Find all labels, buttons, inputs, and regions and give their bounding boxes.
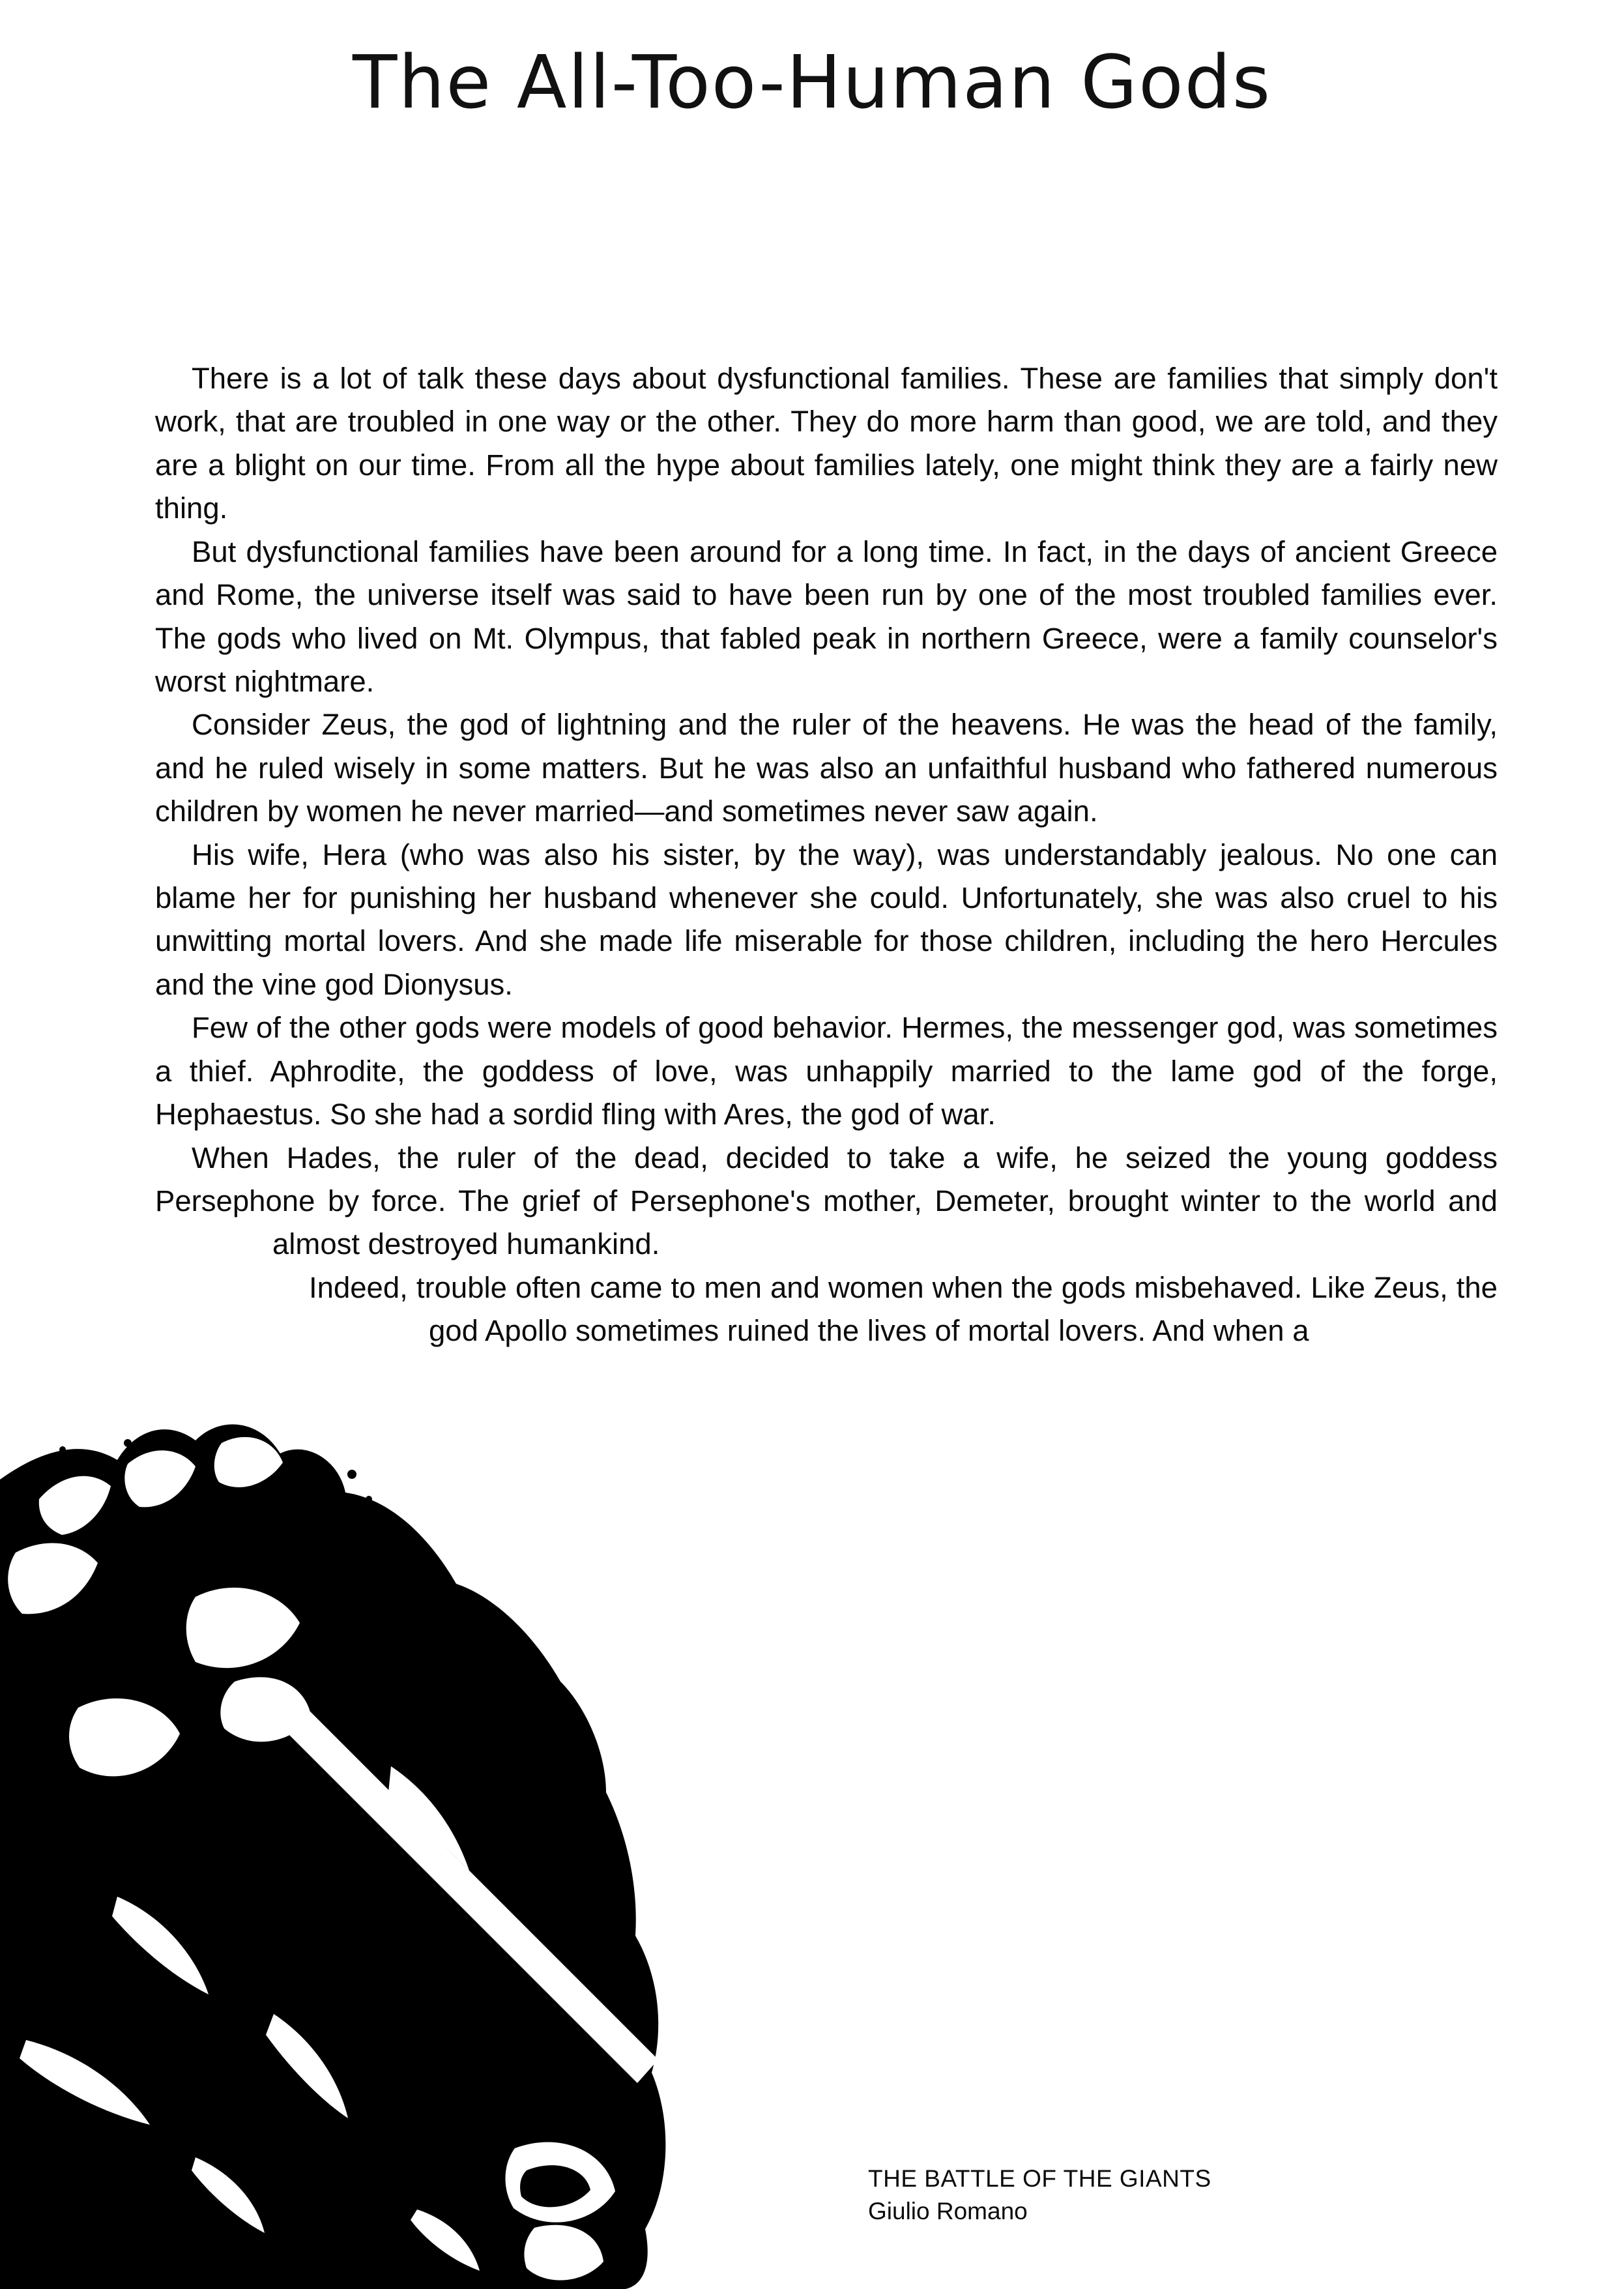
caption-title: THE BATTLE OF THE GIANTS bbox=[868, 2165, 1211, 2192]
paragraph-1: There is a lot of talk these days about dysfunctional families. These are families that simply don't work, that are troubled in one way or the other. They do more harm than good, we are told, and they are a blight on our time. From all the hype about families lately, one might think they are a fairly new thing. bbox=[155, 362, 1498, 525]
paragraph-4: His wife, Hera (who was also his sister, by the way), was understandably jealous. No one can blame her for punishing her husband whenever she could. Unfortunately, she was also cruel to his unwitting mortal lovers. And she made life miserable for those children, including the hero Hercules and the vine god Dionysus. bbox=[155, 838, 1498, 1001]
paragraph-7: Indeed, trouble often came to men and women when the gods misbehaved. Like Zeus, the god Apollo sometimes ruined the lives of mortal lovers. And when a bbox=[309, 1270, 1498, 1348]
illustration-caption bbox=[868, 2163, 1455, 2227]
caption-artist: Giulio Romano bbox=[868, 2197, 1028, 2224]
page-title: The All-Too-Human Gods bbox=[352, 40, 1272, 125]
paragraph-5: Few of the other gods were models of good behavior. Hermes, the messenger god, was sometimes a thief. Aphrodite, the goddess of love, was unhappily married to the lame god of the forge, Hephaestus. So she had a sordid fling with Ares, the god of war. bbox=[155, 1011, 1498, 1131]
paragraph-6: When Hades, the ruler of the dead, decided to take a wife, he seized the young goddess Persephone by force. The grief of Persephone's mother, Demeter, brought winter to the world and almost destroyed humankind. bbox=[155, 1141, 1498, 1261]
paragraph-3: Consider Zeus, the god of lightning and the ruler of the heavens. He was the head of the family, and he ruled wisely in some matters. But he was also an unfaithful husband who fathered numerous children by women he never married—and sometimes never saw again. bbox=[155, 708, 1498, 828]
illustration-battle-of-the-giants bbox=[0, 1401, 704, 2289]
paragraph-2: But dysfunctional families have been around for a long time. In fact, in the days of ancient Greece and Rome, the universe itself was said to have been run by one of the most troubled families ever. The gods who lived on Mt. Olympus, that fabled peak in northern Greece, were a family counselor's worst nightmare. bbox=[155, 534, 1498, 698]
illustration-graphic bbox=[0, 1401, 704, 2289]
